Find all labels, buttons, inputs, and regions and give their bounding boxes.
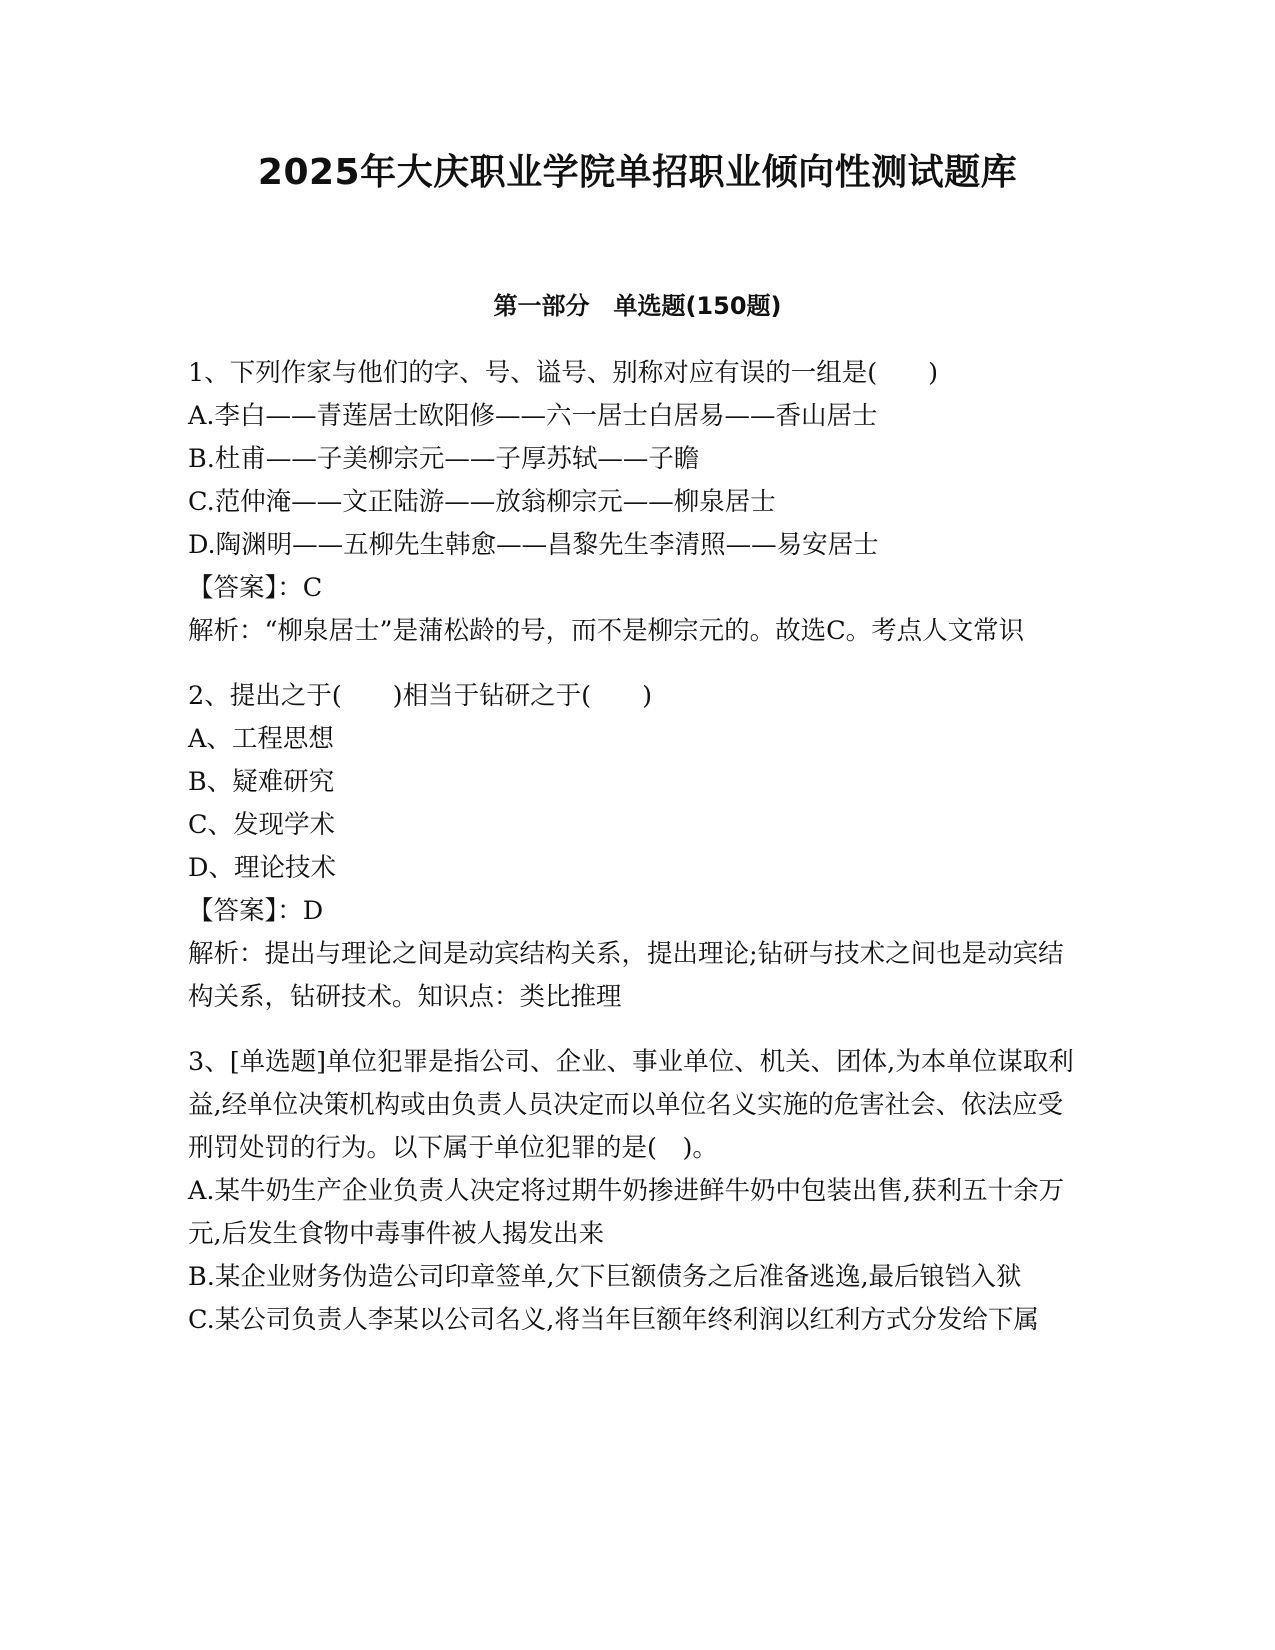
option-a: A、工程思想 [188,724,334,754]
question-2 [188,675,1088,1019]
analysis: 解析：提出与理论之间是动宾结构关系，提出理论;钻研与技术之间也是动宾结构关系，钻研技术。知识点：类比推理 [188,939,1064,1012]
option-b: B、疑难研究 [188,767,335,797]
document-title: 2025年大庆职业学院单招职业倾向性测试题库 [257,152,1018,193]
option-d: D、理论技术 [188,853,336,883]
option-c: C.某公司负责人李某以公司名义,将当年巨额年终利润以红利方式分发给下属 [188,1305,1039,1335]
option-a: A.李白——青莲居士欧阳修——六一居士白居易——香山居士 [188,401,878,431]
question-stem: 3、[单选题]单位犯罪是指公司、企业、事业单位、机关、团体,为本单位谋取利益,经单位决策机构或由负责人员决定而以单位名义实施的危害社会、依法应受刑罚处罚的行为。以下属于单位犯罪的是( )。 [188,1047,1074,1163]
answer: 【答案】：C [188,573,323,603]
question-1 [188,352,1088,653]
question-list [188,352,1088,1364]
option-c: C.范仲淹——文正陆游——放翁柳宗元——柳泉居士 [188,487,776,517]
question-3 [188,1041,1088,1342]
option-c: C、发现学术 [188,810,336,840]
question-stem: 2、提出之于( )相当于钻研之于( ) [188,681,653,711]
section-title: 第一部分 单选题(150题) [493,292,782,320]
analysis: 解析：“柳泉居士”是蒲松龄的号，而不是柳宗元的。故选C。考点人文常识 [188,616,1025,646]
option-a: A.某牛奶生产企业负责人决定将过期牛奶掺进鲜牛奶中包装出售,获利五十余万元,后发生食物中毒事件被人揭发出来 [188,1176,1065,1249]
option-b: B.杜甫——子美柳宗元——子厚苏轼——子瞻 [188,444,700,474]
answer: 【答案】：D [188,896,324,926]
question-stem: 1、下列作家与他们的字、号、谥号、别称对应有误的一组是( ) [188,358,939,388]
option-b: B.某企业财务伪造公司印章签单,欠下巨额债务之后准备逃逸,最后锒铛入狱 [188,1262,1022,1292]
option-d: D.陶渊明——五柳先生韩愈——昌黎先生李清照——易安居士 [188,530,879,560]
